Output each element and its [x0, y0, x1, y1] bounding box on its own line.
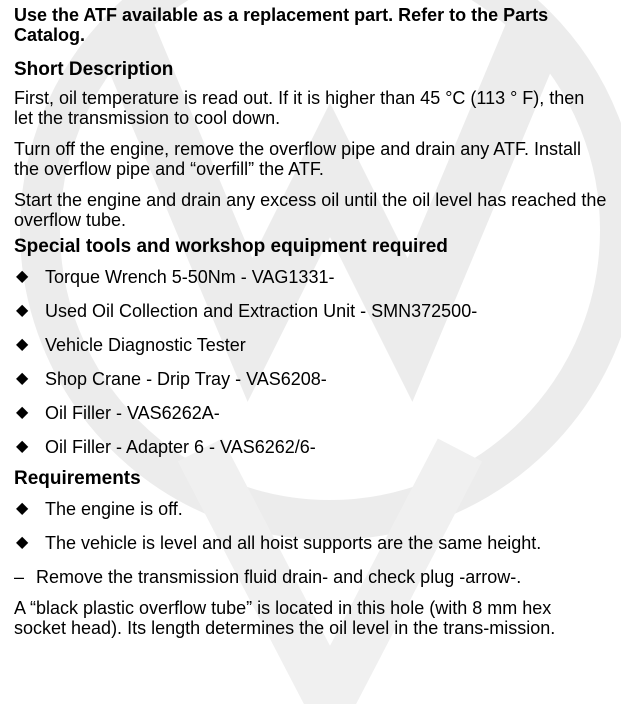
description-paragraph-2: Turn off the engine, remove the overflow pipe and drain any ATF. Install the overflow pipe and “overfill” the ATF. [14, 139, 581, 179]
tool-item-label: Torque Wrench 5-50Nm - VAG1331- [45, 267, 335, 287]
requirement-list-item [14, 532, 607, 554]
requirement-item-label: The engine is off. [45, 499, 183, 519]
step-dash: – [14, 567, 25, 587]
tool-item-label: Vehicle Diagnostic Tester [45, 335, 246, 355]
tool-list-item [14, 300, 607, 322]
tool-list-item [14, 368, 607, 390]
requirements-list [14, 498, 607, 554]
tools-list [14, 266, 607, 458]
diamond-bullet-icon: ◆ [16, 336, 29, 353]
diamond-bullet-icon: ◆ [16, 268, 29, 285]
requirement-item-label: The vehicle is level and all hoist supports are the same height. [45, 533, 542, 553]
diamond-bullet-icon: ◆ [16, 302, 29, 319]
tools-section [14, 236, 607, 458]
diamond-bullet-icon: ◆ [16, 438, 29, 455]
tool-item-label: Shop Crane - Drip Tray - VAS6208- [45, 369, 327, 389]
diamond-bullet-icon: ◆ [16, 500, 29, 517]
description-paragraph-1: First, oil temperature is read out. If it is higher than 45 °C (113 ° F), then let the transmission to cool down. [14, 88, 585, 128]
parts-catalog-notice: Use the ATF available as a replacement part. Refer to the Parts Catalog. [14, 5, 549, 45]
description-paragraph-3: Start the engine and drain any excess oil until the oil level has reached the overflow tube. [14, 190, 607, 230]
tool-list-item [14, 402, 607, 424]
tool-list-item [14, 436, 607, 458]
diamond-bullet-icon: ◆ [16, 370, 29, 387]
diamond-bullet-icon: ◆ [16, 534, 29, 551]
tool-item-label: Used Oil Collection and Extraction Unit - SMN372500- [45, 301, 478, 321]
tool-item-label: Oil Filler - VAS6262A- [45, 403, 220, 423]
step-text: Remove the transmission fluid drain- and check plug -arrow-. [36, 567, 522, 587]
requirements-heading: Requirements [14, 468, 141, 489]
diamond-bullet-icon: ◆ [16, 404, 29, 421]
procedure-step [14, 566, 607, 588]
tool-list-item [14, 266, 607, 288]
requirements-section [14, 468, 607, 554]
short-description-heading: Short Description [14, 59, 174, 80]
short-description-section [14, 59, 607, 230]
tool-item-label: Oil Filler - Adapter 6 - VAS6262/6- [45, 437, 316, 457]
tool-list-item [14, 334, 607, 356]
tools-heading: Special tools and workshop equipment required [14, 236, 448, 257]
overflow-tube-paragraph: A “black plastic overflow tube” is located in this hole (with 8 mm hex socket head). Its length determines the oil level in the trans-mission. [14, 598, 556, 638]
requirement-list-item [14, 498, 607, 520]
